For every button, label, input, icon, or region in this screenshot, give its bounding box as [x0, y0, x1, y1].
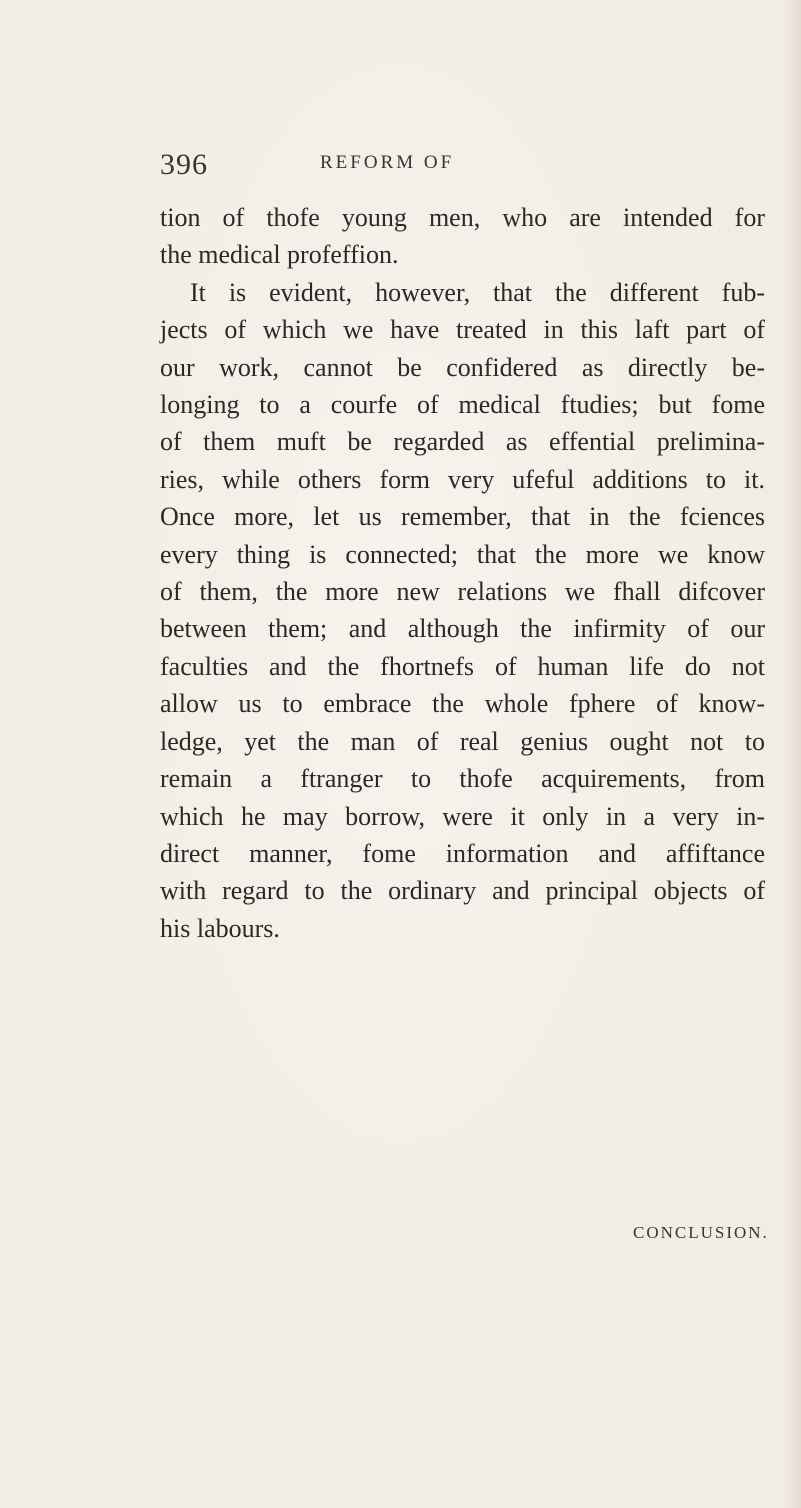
text-line: the medical profeffion.	[160, 240, 399, 270]
text-line: between them; and although the infirmity of our	[160, 614, 765, 644]
text-line: jects of which we have treated in this laft part of	[160, 315, 765, 345]
text-line: of them muft be regarded as effential prelimina-	[160, 427, 765, 457]
text-line: direct manner, fome information and affiftance	[160, 838, 765, 868]
text-line: every thing is connected; that the more we know	[160, 539, 765, 569]
text-line: longing to a courfe of medical ftudies; but fome	[160, 390, 765, 420]
text-line: ledge, yet the man of real genius ought not to	[160, 726, 765, 756]
text-line: which he may borrow, were it only in a very in-	[160, 801, 765, 831]
text-line: of them, the more new relations we fhall difcover	[160, 577, 765, 607]
text-line: tion of thofe young men, who are intended for	[160, 203, 765, 232]
text-line: with regard to the ordinary and principal objects of	[160, 876, 765, 906]
paragraph	[160, 199, 765, 274]
text-line: Once more, let us remember, that in the fciences	[160, 502, 765, 532]
text-line: allow us to embrace the whole fphere of know-	[160, 689, 765, 719]
catchword: CONCLUSION.	[633, 1223, 769, 1242]
body-text	[160, 199, 765, 947]
text-line: remain a ftranger to thofe acquirements, from	[160, 764, 765, 794]
text-line: It is evident, however, that the different fub-	[190, 277, 765, 307]
page-edge-shadow	[783, 0, 801, 1508]
text-line: faculties and the fhortnefs of human life do not	[160, 651, 765, 681]
page-number: 396	[160, 148, 208, 181]
running-head	[160, 148, 760, 188]
paragraph	[160, 274, 765, 947]
text-line: his labours.	[160, 913, 280, 943]
text-line: ries, while others form very ufeful additions to it.	[160, 464, 765, 494]
running-title: REFORM OF	[320, 152, 455, 173]
text-line: our work, cannot be confidered as directly be-	[160, 352, 765, 382]
